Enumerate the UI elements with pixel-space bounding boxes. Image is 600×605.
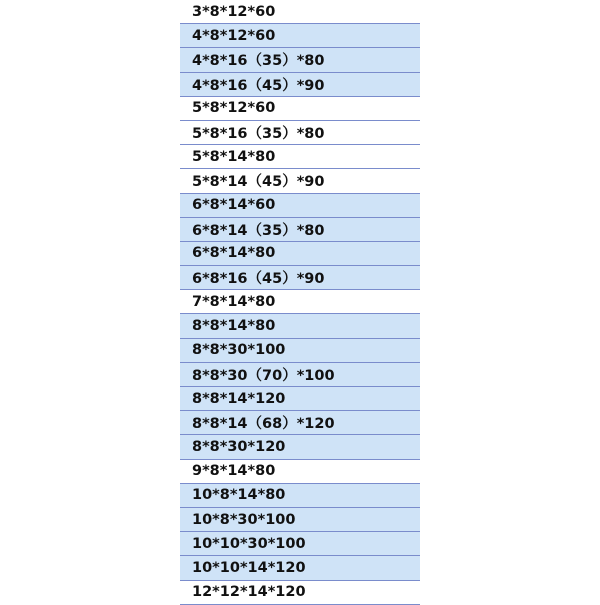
- list-item[interactable]: [180, 121, 420, 145]
- list-item-label: 10*8*14*80: [192, 487, 286, 504]
- list-item-label: 6*8*14（35）*80: [192, 222, 325, 239]
- list-item[interactable]: [180, 411, 420, 435]
- list-item[interactable]: [180, 242, 420, 266]
- list-item-label: 12*12*14*120: [192, 584, 306, 601]
- list-item-label: 6*8*14*80: [192, 245, 276, 262]
- list-item[interactable]: [180, 363, 420, 387]
- list-item-label: 7*8*14*80: [192, 293, 276, 310]
- list-item-label: 3*8*12*60: [192, 3, 276, 20]
- list-item-label: 10*8*30*100: [192, 511, 296, 528]
- list-item[interactable]: [180, 460, 420, 484]
- list-item-label: 4*8*16（35）*80: [192, 53, 325, 70]
- list-item[interactable]: [180, 435, 420, 459]
- list-item-label: 6*8*16（45）*90: [192, 271, 325, 288]
- list-item[interactable]: [180, 194, 420, 218]
- list-item[interactable]: [180, 169, 420, 193]
- list-item[interactable]: [180, 24, 420, 48]
- list-item[interactable]: [180, 73, 420, 97]
- list-item[interactable]: [180, 48, 420, 72]
- list-item[interactable]: [180, 0, 420, 24]
- list-item[interactable]: [180, 339, 420, 363]
- list-item-label: 8*8*14（68）*120: [192, 416, 335, 433]
- list-item-label: 8*8*30*120: [192, 438, 286, 455]
- list-item[interactable]: [180, 581, 420, 605]
- list-item[interactable]: [180, 97, 420, 121]
- list-item[interactable]: [180, 314, 420, 338]
- list-item[interactable]: [180, 145, 420, 169]
- list-item[interactable]: [180, 266, 420, 290]
- list-item-label: 5*8*16（35）*80: [192, 126, 325, 143]
- list-item[interactable]: [180, 508, 420, 532]
- list-item-label: 4*8*12*60: [192, 27, 276, 44]
- list-item-label: 8*8*30*100: [192, 342, 286, 359]
- list-item[interactable]: [180, 218, 420, 242]
- list-item-label: 10*10*30*100: [192, 535, 306, 552]
- list-item-label: 5*8*14（45）*90: [192, 174, 325, 191]
- list-item[interactable]: [180, 532, 420, 556]
- list-item-label: 8*8*14*120: [192, 390, 286, 407]
- list-item[interactable]: [180, 484, 420, 508]
- list-item[interactable]: [180, 556, 420, 580]
- list-item-label: 4*8*16（45）*90: [192, 77, 325, 94]
- list-item-label: 9*8*14*80: [192, 463, 276, 480]
- spec-list: [180, 0, 420, 600]
- list-item-label: 5*8*14*80: [192, 148, 276, 165]
- list-item-label: 6*8*14*60: [192, 197, 276, 214]
- list-item-label: 8*8*14*80: [192, 318, 276, 335]
- list-item-label: 8*8*30（70）*100: [192, 367, 335, 384]
- list-item-label: 10*10*14*120: [192, 559, 306, 576]
- list-item[interactable]: [180, 387, 420, 411]
- list-item[interactable]: [180, 290, 420, 314]
- list-item-label: 5*8*12*60: [192, 100, 276, 117]
